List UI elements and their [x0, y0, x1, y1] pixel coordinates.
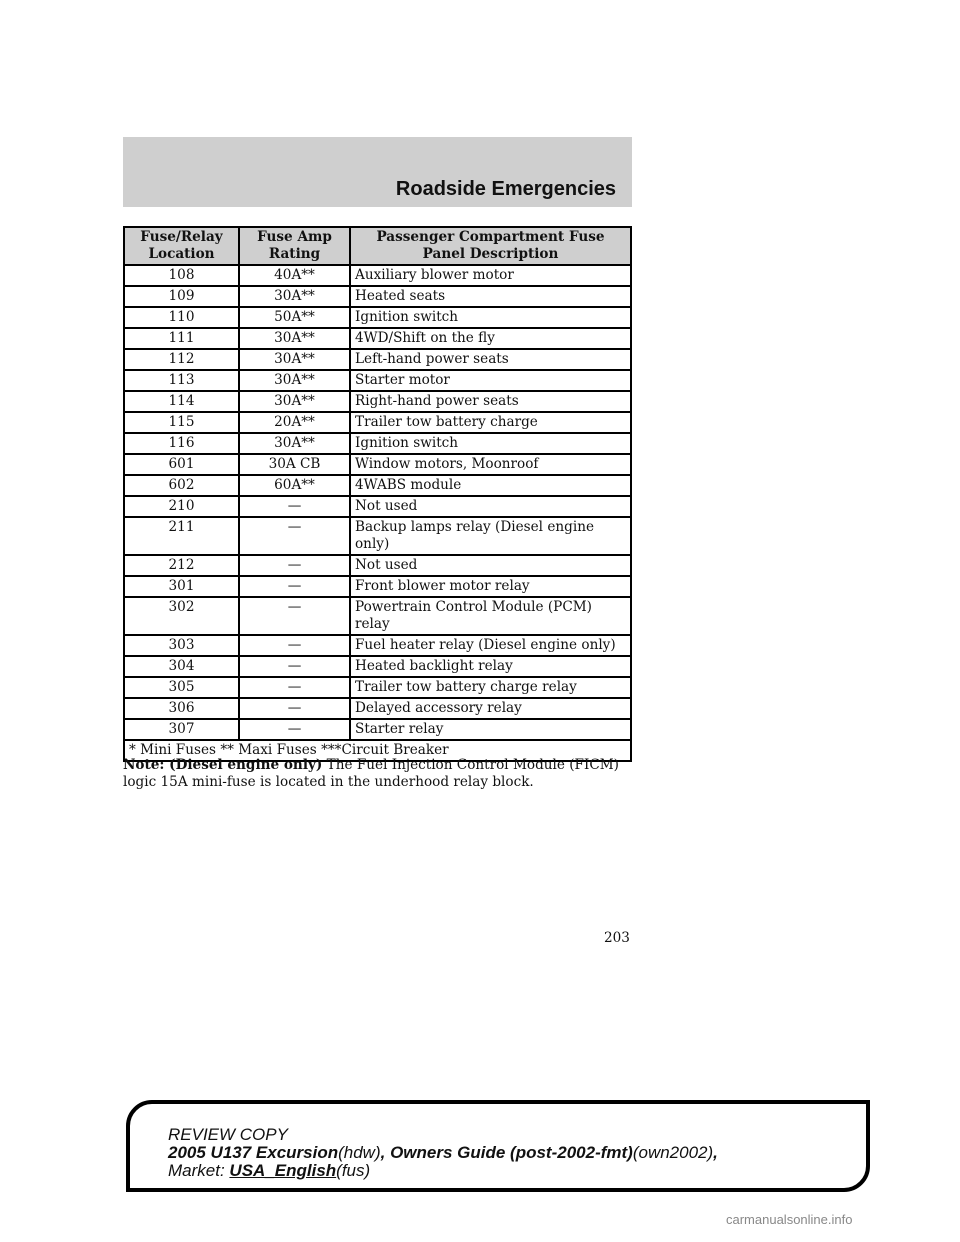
cell-amp-rating: 20A** — [239, 412, 350, 433]
cell-location: 114 — [124, 391, 239, 412]
table-row — [124, 412, 631, 433]
table-row — [124, 597, 631, 635]
column-header-amp-rating: Fuse Amp Rating — [239, 227, 350, 265]
table-row — [124, 677, 631, 698]
cell-description: Ignition switch — [350, 433, 631, 454]
cell-description: 4WABS module — [350, 475, 631, 496]
cell-location: 307 — [124, 719, 239, 740]
review-comma: , — [713, 1143, 718, 1162]
cell-description: Front blower motor relay — [350, 576, 631, 597]
cell-amp-rating: 60A** — [239, 475, 350, 496]
cell-description: Starter motor — [350, 370, 631, 391]
watermark: carmanualsonline.info — [726, 1212, 853, 1227]
cell-amp-rating: — — [239, 576, 350, 597]
column-header-description: Passenger Compartment Fuse Panel Description — [350, 227, 631, 265]
cell-description: Auxiliary blower motor — [350, 265, 631, 286]
cell-location: 210 — [124, 496, 239, 517]
cell-description: Right-hand power seats — [350, 391, 631, 412]
review-guide-code: (own2002) — [632, 1143, 714, 1162]
cell-location: 602 — [124, 475, 239, 496]
diesel-note — [123, 757, 643, 791]
table-footnote: * Mini Fuses ** Maxi Fuses ***Circuit Breaker — [124, 740, 631, 761]
review-market-code: (fus) — [336, 1161, 371, 1180]
cell-location: 113 — [124, 370, 239, 391]
cell-amp-rating: 40A** — [239, 265, 350, 286]
table-row — [124, 454, 631, 475]
table-header-row — [124, 227, 631, 265]
table-row — [124, 391, 631, 412]
cell-amp-rating: — — [239, 597, 350, 635]
table-row — [124, 265, 631, 286]
cell-description: Starter relay — [350, 719, 631, 740]
section-title: Roadside Emergencies — [395, 178, 616, 200]
review-model-code: (hdw) — [338, 1143, 381, 1162]
cell-amp-rating: — — [239, 698, 350, 719]
cell-description: Heated backlight relay — [350, 656, 631, 677]
table-row — [124, 719, 631, 740]
cell-description: Ignition switch — [350, 307, 631, 328]
cell-description: 4WD/Shift on the fly — [350, 328, 631, 349]
cell-location: 108 — [124, 265, 239, 286]
cell-location: 211 — [124, 517, 239, 555]
table-row — [124, 555, 631, 576]
fuse-table — [123, 226, 632, 762]
cell-amp-rating: — — [239, 555, 350, 576]
cell-location: 303 — [124, 635, 239, 656]
cell-location: 301 — [124, 576, 239, 597]
table-row — [124, 698, 631, 719]
section-header-band — [123, 137, 632, 207]
cell-description: Trailer tow battery charge — [350, 412, 631, 433]
cell-amp-rating: 30A** — [239, 391, 350, 412]
review-copy-label: REVIEW COPY — [168, 1125, 288, 1144]
cell-amp-rating: 30A** — [239, 328, 350, 349]
cell-amp-rating: 30A** — [239, 286, 350, 307]
cell-location: 115 — [124, 412, 239, 433]
cell-amp-rating: — — [239, 677, 350, 698]
review-market: USA_English — [229, 1161, 337, 1180]
review-model: 2005 U137 Excursion — [168, 1143, 339, 1162]
cell-location: 304 — [124, 656, 239, 677]
cell-amp-rating: — — [239, 517, 350, 555]
table-row — [124, 433, 631, 454]
cell-description: Window motors, Moonroof — [350, 454, 631, 475]
table-row — [124, 576, 631, 597]
cell-amp-rating: 30A** — [239, 370, 350, 391]
cell-amp-rating: — — [239, 635, 350, 656]
cell-location: 109 — [124, 286, 239, 307]
page-number: 203 — [604, 930, 630, 946]
cell-location: 112 — [124, 349, 239, 370]
cell-amp-rating: 50A** — [239, 307, 350, 328]
cell-location: 212 — [124, 555, 239, 576]
cell-amp-rating: — — [239, 496, 350, 517]
cell-description: Not used — [350, 496, 631, 517]
cell-description: Trailer tow battery charge relay — [350, 677, 631, 698]
review-copy-box — [126, 1100, 870, 1192]
table-row — [124, 370, 631, 391]
cell-amp-rating: 30A CB — [239, 454, 350, 475]
cell-amp-rating: 30A** — [239, 349, 350, 370]
cell-amp-rating: — — [239, 719, 350, 740]
cell-amp-rating: — — [239, 656, 350, 677]
column-header-location: Fuse/Relay Location — [124, 227, 239, 265]
cell-location: 110 — [124, 307, 239, 328]
cell-location: 111 — [124, 328, 239, 349]
table-row — [124, 496, 631, 517]
note-label: Note: (Diesel engine only) — [123, 757, 323, 773]
cell-amp-rating: 30A** — [239, 433, 350, 454]
table-row — [124, 635, 631, 656]
cell-location: 306 — [124, 698, 239, 719]
table-row — [124, 475, 631, 496]
table-row — [124, 307, 631, 328]
cell-description: Powertrain Control Module (PCM) relay — [350, 597, 631, 635]
table-row — [124, 286, 631, 307]
cell-description: Heated seats — [350, 286, 631, 307]
table-row — [124, 328, 631, 349]
cell-description: Fuel heater relay (Diesel engine only) — [350, 635, 631, 656]
table-row — [124, 517, 631, 555]
cell-location: 305 — [124, 677, 239, 698]
cell-description: Backup lamps relay (Diesel engine only) — [350, 517, 631, 555]
cell-location: 601 — [124, 454, 239, 475]
note-text: The Fuel Injection Control Module (FICM) logic 15A mini-fuse is located in the underhood relay block. — [123, 757, 619, 790]
review-copy-text — [168, 1126, 718, 1180]
cell-description: Not used — [350, 555, 631, 576]
table-row — [124, 349, 631, 370]
review-guide: , Owners Guide (post-2002-fmt) — [380, 1143, 633, 1162]
cell-location: 116 — [124, 433, 239, 454]
review-market-label: Market: — [168, 1161, 225, 1180]
cell-location: 302 — [124, 597, 239, 635]
cell-description: Delayed accessory relay — [350, 698, 631, 719]
cell-description: Left-hand power seats — [350, 349, 631, 370]
table-row — [124, 656, 631, 677]
